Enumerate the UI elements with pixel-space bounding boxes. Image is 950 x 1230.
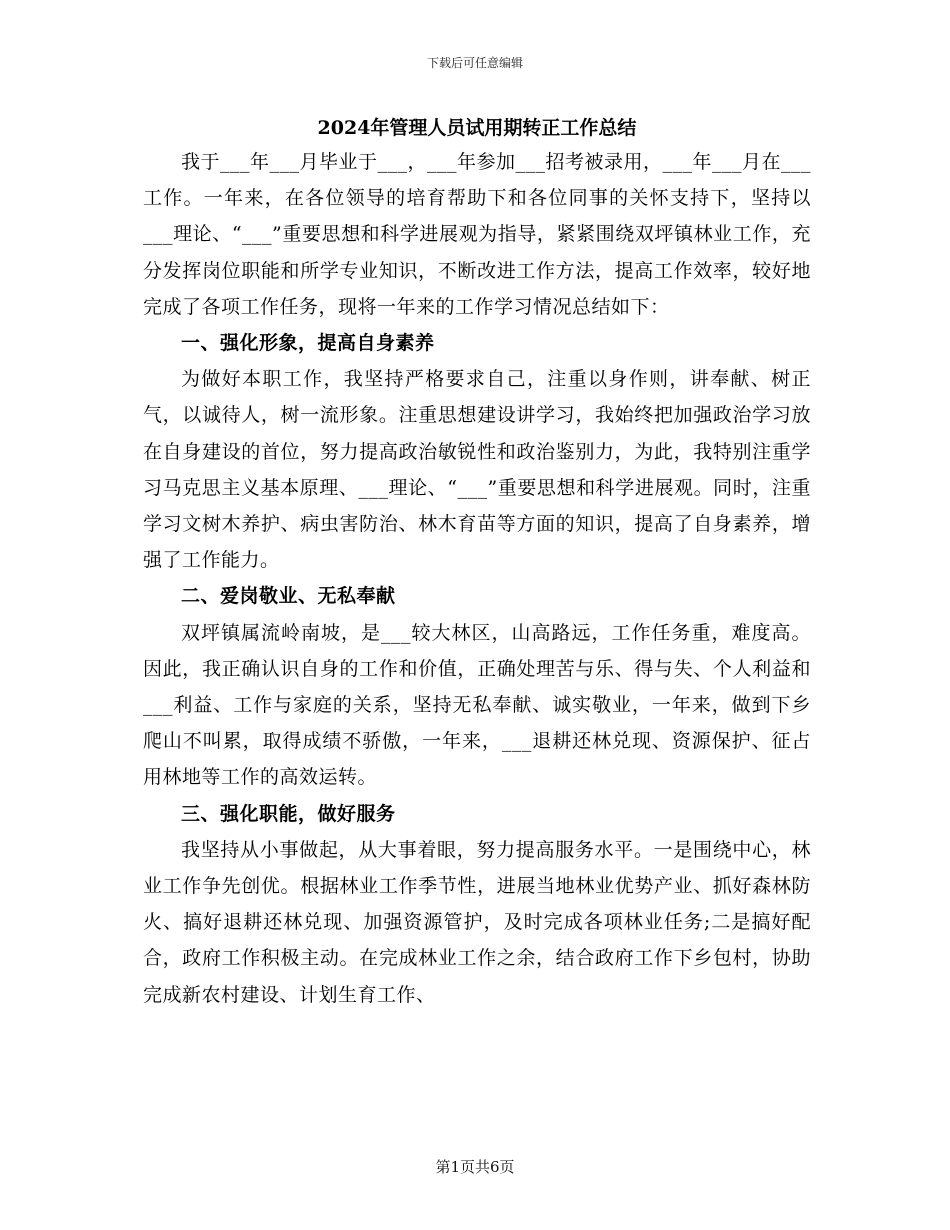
section-heading-3: 三、强化职能，做好服务 bbox=[181, 802, 396, 825]
section-heading-2: 二、爱岗敬业、无私奉献 bbox=[181, 585, 396, 608]
section-heading-1: 一、强化形象，提高自身素养 bbox=[181, 332, 435, 355]
header-note: 下载后可任意编辑 bbox=[426, 56, 523, 70]
document-body bbox=[143, 112, 811, 1013]
section-body-1: 为做好本职工作，我坚持严格要求自己，注重以身作则，讲奉献、树正气，以诚待人，树一流形象。注重思想建设讲学习，我始终把加强政治学习放在自身建设的首位，努力提高政治敏锐性和政治鉴别力，为此，我特别注重学习马克思主义基本原理、___理论、“___”重要思想和科学进展观。同时，注重学习文树木养护、病虫害防治、林木育苗等方面的知识，提高了自身素养，增强了工作能力。 bbox=[143, 368, 811, 572]
section-body-2: 双坪镇属流岭南坡，是___较大林区，山高路远，工作任务重，难度高。因此，我正确认识自身的工作和价值，正确处理苦与乐、得与失、个人利益和___利益、工作与家庭的关系，坚持无私奉献、诚实敬业，一年来，做到下乡爬山不叫累，取得成绩不骄傲，一年来，___退耕还林兑现、资源保护、征占用林地等工作的高效运转。 bbox=[143, 621, 811, 789]
intro-paragraph: 我于___年___月毕业于___，___年参加___招考被录用，___年___月在___工作。一年来，在各位领导的培育帮助下和各位同事的关怀支持下，坚持以___理论、“___”重要思想和科学进展观为指导，紧紧围绕双坪镇林业工作，充分发挥岗位职能和所学专业知识，不断改进工作方法，提高工作效率，较好地完成了各项工作任务，现将一年来的工作学习情况总结如下： bbox=[143, 151, 812, 318]
page-number: 第1页共6页 bbox=[435, 1158, 515, 1176]
section-body-3: 我坚持从小事做起，从大事着眼，努力提高服务水平。一是围绕中心，林业工作争先创优。根据林业工作季节性，进展当地林业优势产业、抓好森林防火、搞好退耕还林兑现、加强资源管护，及时完成各项林业任务;二是搞好配合，政府工作积极主动。在完成林业工作之余，结合政府工作下乡包村，协助完成新农村建设、计划生育工作、 bbox=[143, 838, 811, 1006]
document-title: 2024年管理人员试用期转正工作总结 bbox=[317, 117, 637, 139]
